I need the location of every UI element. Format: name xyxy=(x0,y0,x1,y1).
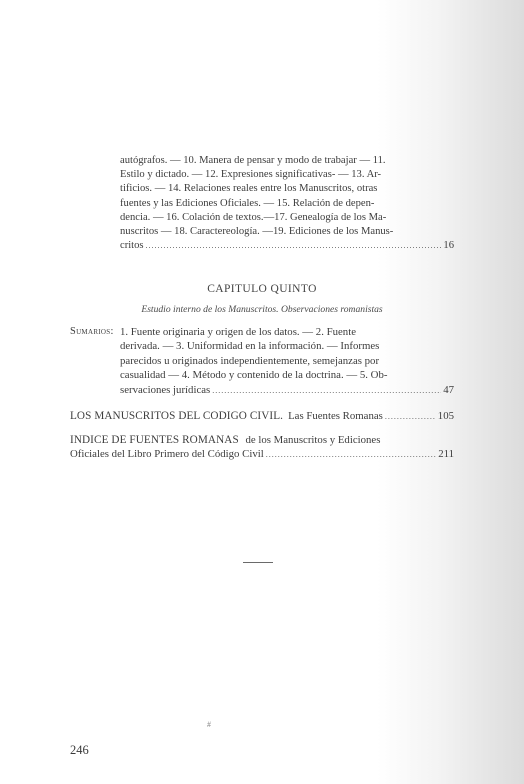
toc-page-number: 16 xyxy=(443,240,454,252)
sumario-last-line-text: servaciones jurídicas xyxy=(120,383,211,396)
entry-indice-line1 xyxy=(70,433,454,447)
entry-indice-title: INDICE DE FUENTES ROMANAS xyxy=(70,434,239,446)
toc-last-line-text: critos xyxy=(120,240,144,252)
sumario-block xyxy=(70,325,454,398)
section-separator-rule xyxy=(243,562,273,563)
entry-manuscritos-title: LOS MANUSCRITOS DEL CODIGO CIVIL. xyxy=(70,410,284,422)
sumario-page-number: 47 xyxy=(443,383,454,396)
chapter-subtitle: Estudio interno de los Manuscritos. Observaciones romanistas xyxy=(141,304,383,315)
dot-leader xyxy=(146,239,442,253)
sumario-last-line xyxy=(120,383,454,398)
dot-leader xyxy=(266,448,436,462)
toc-line: fuentes y las Ediciones Oficiales. — 15. Relación de depen- xyxy=(120,197,375,209)
sumario-label: Sumarios: xyxy=(70,326,114,337)
sumario-body xyxy=(120,325,454,398)
entry-manuscritos-rest: Las Fuentes Romanas xyxy=(288,410,383,422)
entry-manuscritos-page: 105 xyxy=(437,410,454,422)
entry-indice xyxy=(70,433,454,463)
entry-indice-rest: de los Manuscritos y Ediciones xyxy=(245,434,381,446)
entry-indice-line2 xyxy=(70,447,454,462)
toc-line: Estilo y dictado. — 12. Expresiones significativas- — 13. Ar- xyxy=(120,169,382,181)
sumario-line: 1. Fuente originaria y origen de los datos. — 2. Fuente xyxy=(120,326,356,338)
toc-continuation xyxy=(120,154,454,253)
printer-mark: # xyxy=(207,720,211,729)
toc-line: nuscritos — 18. Caractereología. —19. Ediciones de los Manus- xyxy=(120,226,394,238)
page-number: 246 xyxy=(70,743,89,757)
dot-leader xyxy=(212,384,441,398)
entry-indice-page: 211 xyxy=(438,448,454,461)
sumario-line: casualidad — 4. Método y contenido de la doctrina. — 5. Ob- xyxy=(120,369,388,382)
sumario-line: derivada. — 3. Uniformidad en la información. — Informes xyxy=(120,340,380,353)
toc-last-line xyxy=(120,239,454,253)
entry-indice-line2-text: Oficiales del Libro Primero del Código Civil xyxy=(70,448,264,461)
entry-manuscritos xyxy=(70,409,454,424)
toc-line: dencia. — 16. Colación de textos.—17. Genealogía de los Ma- xyxy=(120,211,387,223)
entry-manuscritos-line xyxy=(70,409,454,424)
toc-line: tificios. — 14. Relaciones reales entre los Manuscritos, otras xyxy=(120,183,378,195)
toc-line: autógrafos. — 10. Manera de pensar y modo de trabajar — 11. xyxy=(120,155,386,166)
sumario-line: parecidos u originados independientemente, semejanzas por xyxy=(120,354,380,367)
dot-leader xyxy=(385,410,436,424)
chapter-heading: CAPITULO QUINTO xyxy=(207,283,317,295)
